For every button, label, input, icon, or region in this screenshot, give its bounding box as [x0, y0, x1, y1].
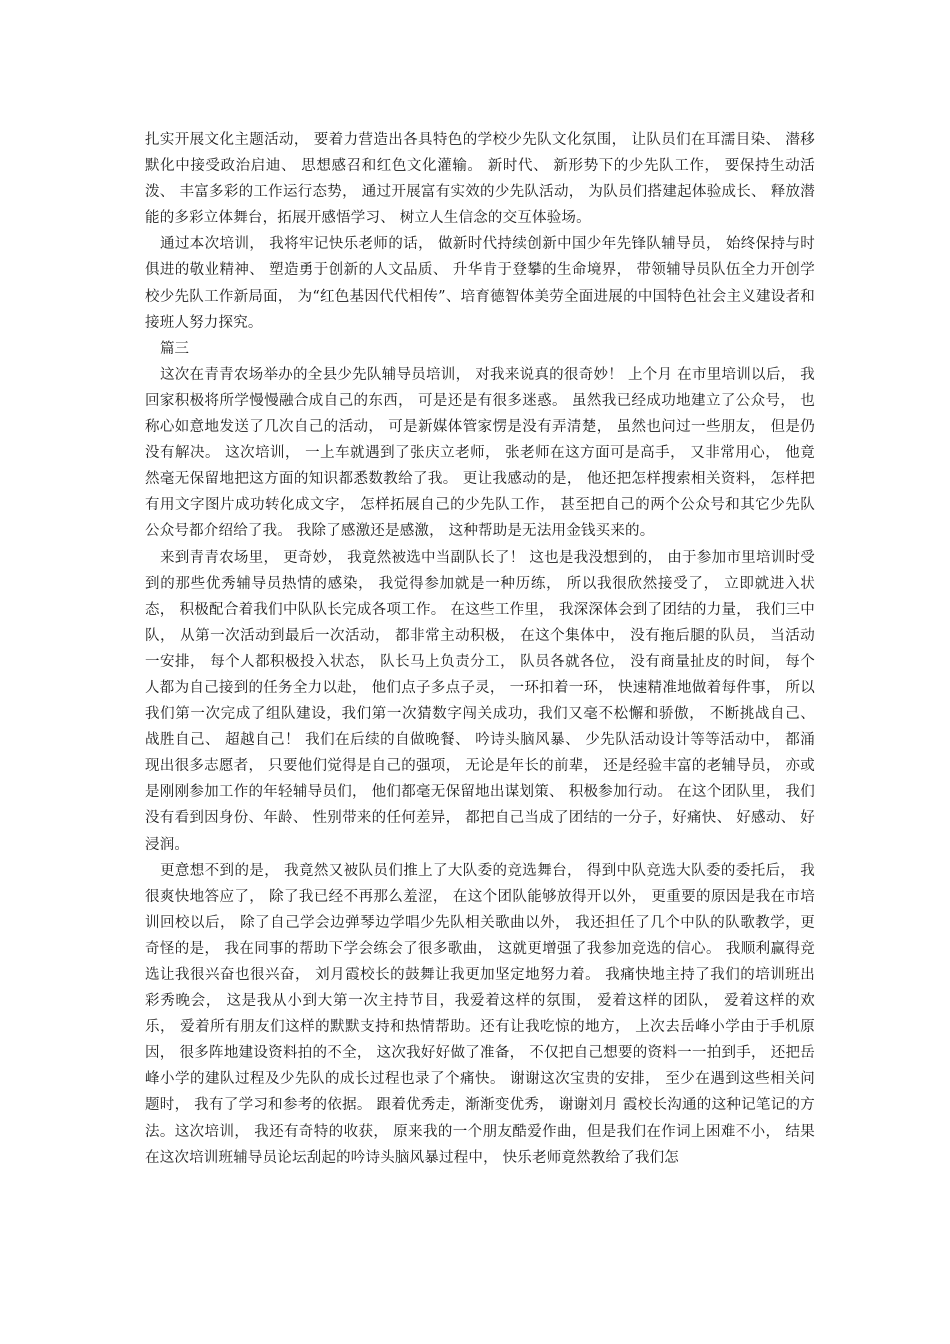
- paragraph-training-commitment: 通过本次培训， 我将牢记快乐老师的话， 做新时代持续创新中国少年先锋队辅导员， 始终保持与时俱进的敬业精神、 塑造勇于创新的人文品质、 升华肯于登攀的生命境界， 带领辅导员队伍全力开创学校少先队工作新局面， 为“红色基因代代相传”、培育德智体美劳全面进展的中国特色社会主义建设者和接班人努力探究。: [145, 236, 815, 331]
- paragraph-farm-team: 来到青青农场里， 更奇妙， 我竟然被选中当副队长了！ 这也是我没想到的， 由于参加市里培训时受到的那些优秀辅导员热情的感染， 我觉得参加就是一种历练， 所以我很欣然接受了， 立即就进入状态， 积极配合着我们中队队长完成各项工作。 在这些工作里， 我深深体会到了团结的力量， 我们三中队， 从第一次活动到最后一次活动， 都非常主动积极， 在这个集体中， 没有拖后腿的队员， 当活动一安排， 每个人都积极投入状态， 队长马上负责分工， 队员各就各位， 没有商量扯皮的时间， 每个人都为自己接到的任务全力以赴， 他们点子多点子灵， 一环扣着一环， 快速精准地做着每件事， 所以我们第一次完成了组队建设，我们第一次猜数字闯关成功，我们又毫不松懈和骄傲， 不断挑战自己、 战胜自己、 超越自己！ 我们在后续的自做晚餐、 吟诗头脑风暴、 少先队活动设计等等活动中， 都涌现出很多志愿者， 只要他们觉得是自己的强项， 无论是年长的前辈， 还是经验丰富的老辅导员， 亦或是刚刚参加工作的年轻辅导员们， 他们都毫无保留地出谋划策、 积极参加行动。 在这个团队里， 我们没有看到因身份、年龄、 性别带来的任何差异， 都把自己当成了团结的一分子，好痛快、 好感动、 好浸润。: [145, 549, 815, 853]
- paragraph-brigade-election: 更意想不到的是， 我竟然又被队员们推上了大队委的竞选舞台， 得到中队竞选大队委的委托后， 我很爽快地答应了， 除了我已经不再那么羞涩， 在这个团队能够放得开以外， 更重要的原因是我在市培训回校以后， 除了自己学会边弹琴边学唱少先队相关歌曲以外， 我还担任了几个中队的队歌教学，更奇怪的是， 我在同事的帮助下学会练会了很多歌曲， 这就更增强了我参加竞选的信心。 我顺利赢得竞选让我很兴奋也很兴奋， 刘月霞校长的鼓舞让我更加坚定地努力着。 我痛快地主持了我们的培训班出彩秀晚会， 这是我从小到大第一次主持节目，我爱着这样的氛围， 爱着这样的团队， 爱着这样的欢乐， 爱着所有朋友们这样的默默支持和热情帮助。还有让我吃惊的地方， 上次去岳峰小学由于手机原因， 很多阵地建设资料拍的不全， 这次我好好做了准备， 不仅把自己想要的资料一一拍到手， 还把岳峰小学的建队过程及少先队的成长过程也录了个痛快。 谢谢这次宝贵的安排， 至少在遇到这些相关问题时， 我有了学习和参考的依据。 跟着优秀走，渐渐变优秀， 谢谢刘月 霞校长沟通的这种记笔记的方法。这次培训， 我还有奇特的收获， 原来我的一个朋友酷爱作曲，但是我们在作词上困难不小， 结果在这次培训班辅导员论坛刮起的吟诗头脑风暴过程中， 快乐老师竟然教给了我们怎: [145, 862, 815, 1166]
- paragraph-county-training: 这次在青青农场举办的全县少先队辅导员培训， 对我来说真的很奇妙！ 上个月 在市里培训以后， 我回家积极将所学慢慢融合成自己的东西， 可是还是有很多迷惑。 虽然我已经成功地建立了公众号， 也称心如意地发送了几次自己的活动， 可是新媒体管家愣是没有弄清楚， 虽然也问过一些朋友， 但是仍没有解决。 这次培训， 一上车就遇到了张庆立老师， 张老师在这方面可是高手， 又非常用心， 他竟然毫无保留地把这方面的知识都悉数教给了我。 更让我感动的是， 他还把怎样搜索相关资料， 怎样把有用文字图片成功转化成文字， 怎样拓展自己的少先队工作， 甚至把自己的两个公众号和其它少先队公众号都介绍给了我。 我除了感激还是感激， 这种帮助是无法用金钱买来的。: [145, 366, 815, 540]
- section-heading-part-three: 篇三: [160, 340, 189, 357]
- paragraph-culture-activities: 扎实开展文化主题活动， 要着力营造出各具特色的学校少先队文化氛围， 让队员们在耳濡目染、 潜移默化中接受政治启迪、 思想感召和红色文化灌输。 新时代、 新形势下的少先队工作， 要保持生动活泼、 丰富多彩的工作运行态势， 通过开展富有实效的少先队活动， 为队员们搭建起体验成长、 释放潜能的多彩立体舞台，拓展开感悟学习、 树立人生信念的交互体验场。: [145, 132, 815, 227]
- document-page: [145, 127, 815, 1171]
